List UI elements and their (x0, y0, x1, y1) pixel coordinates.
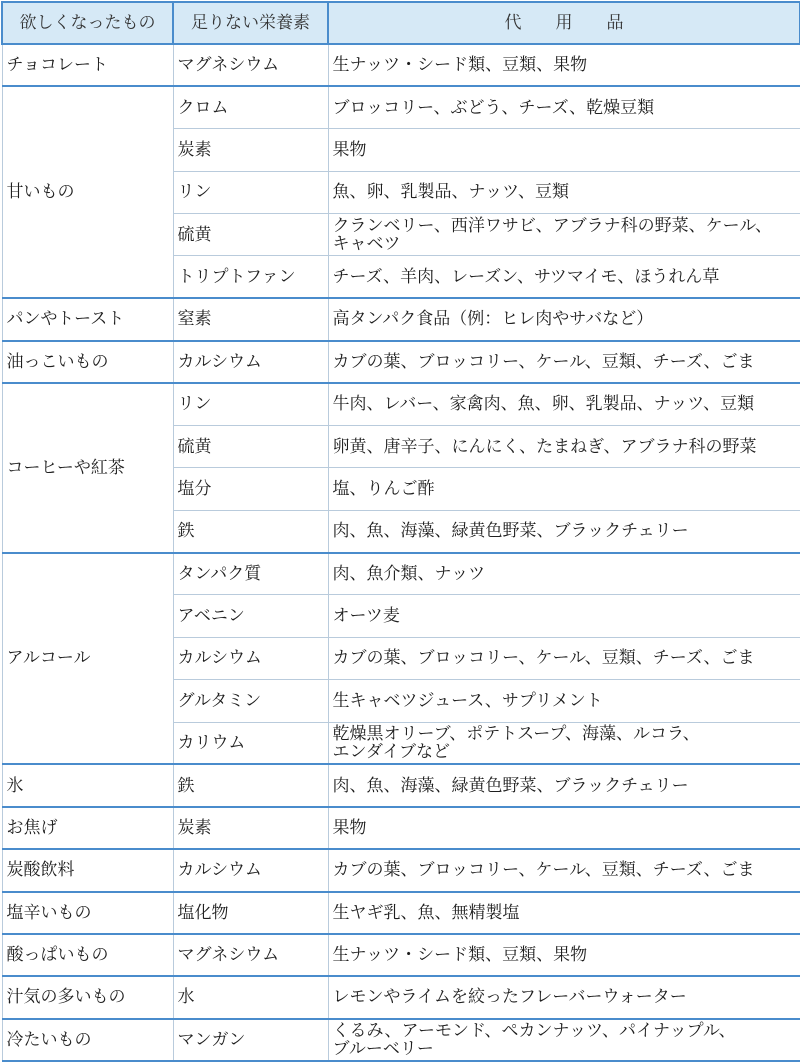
table-row (2, 553, 800, 595)
nutrient-cell: カリウム (173, 722, 328, 764)
craving-cell: 酸っぱいもの (2, 934, 173, 976)
table-row (2, 976, 800, 1018)
craving-cell: チョコレート (2, 44, 173, 86)
substitute-cell: カブの葉、ブロッコリー、ケール、豆類、チーズ、ごま (328, 637, 800, 679)
nutrient-cell: 窒素 (173, 298, 328, 340)
craving-cell: 汁気の多いもの (2, 976, 173, 1018)
table-body (2, 44, 800, 1061)
table-row (2, 1019, 800, 1061)
header-nutrient: 足りない栄養素 (173, 2, 328, 44)
nutrient-cell: タンパク質 (173, 553, 328, 595)
substitute-cell: カブの葉、ブロッコリー、ケール、豆類、チーズ、ごま (328, 341, 800, 383)
substitute-cell: 果物 (328, 129, 800, 171)
nutrient-cell: 塩分 (173, 468, 328, 510)
table-row (2, 298, 800, 340)
nutrient-cell: カルシウム (173, 849, 328, 891)
substitute-cell: チーズ、羊肉、レーズン、サツマイモ、ほうれん草 (328, 256, 800, 298)
craving-cell: 油っこいもの (2, 341, 173, 383)
table-row (2, 86, 800, 128)
nutrient-cell: リン (173, 171, 328, 213)
substitute-cell: 乾燥黒オリーブ、ポテトスープ、海藻、ルコラ、 エンダイブなど (328, 722, 800, 764)
table-row (2, 341, 800, 383)
table-row (2, 44, 800, 86)
substitute-cell: 果物 (328, 807, 800, 849)
substitute-cell: オーツ麦 (328, 595, 800, 637)
nutrient-cell: カルシウム (173, 637, 328, 679)
table-row (2, 849, 800, 891)
craving-cell: コーヒーや紅茶 (2, 383, 173, 553)
table-row (2, 764, 800, 806)
nutrition-substitute-table (1, 1, 800, 1062)
substitute-cell: くるみ、アーモンド、ペカンナッツ、パイナップル、 ブルーベリー (328, 1019, 800, 1061)
substitute-cell: 生キャベツジュース、サプリメント (328, 680, 800, 722)
nutrient-cell: 硫黄 (173, 425, 328, 467)
substitute-cell: 肉、魚介類、ナッツ (328, 553, 800, 595)
nutrient-cell: 炭素 (173, 129, 328, 171)
nutrient-cell: 硫黄 (173, 214, 328, 256)
craving-cell: パンやトースト (2, 298, 173, 340)
substitute-cell: 生ヤギ乳、魚、無精製塩 (328, 892, 800, 934)
header-substitute: 代 用 品 (328, 2, 800, 44)
substitute-cell: 魚、卵、乳製品、ナッツ、豆類 (328, 171, 800, 213)
craving-cell: 甘いもの (2, 86, 173, 298)
table-row (2, 807, 800, 849)
craving-cell: 冷たいもの (2, 1019, 173, 1061)
craving-cell: お焦げ (2, 807, 173, 849)
table-row (2, 383, 800, 425)
nutrient-cell: アベニン (173, 595, 328, 637)
header-row (2, 2, 800, 44)
craving-cell: 炭酸飲料 (2, 849, 173, 891)
substitute-cell: レモンやライムを絞ったフレーバーウォーター (328, 976, 800, 1018)
substitute-cell: 牛肉、レバー、家禽肉、魚、卵、乳製品、ナッツ、豆類 (328, 383, 800, 425)
nutrient-cell: マグネシウム (173, 934, 328, 976)
substitute-cell: 肉、魚、海藻、緑黄色野菜、ブラックチェリー (328, 764, 800, 806)
craving-cell: 氷 (2, 764, 173, 806)
nutrient-cell: マグネシウム (173, 44, 328, 86)
nutrient-cell: マンガン (173, 1019, 328, 1061)
substitute-cell: カブの葉、ブロッコリー、ケール、豆類、チーズ、ごま (328, 849, 800, 891)
nutrient-cell: トリプトファン (173, 256, 328, 298)
header-craving: 欲しくなったもの (2, 2, 173, 44)
nutrient-cell: カルシウム (173, 341, 328, 383)
substitute-cell: 塩、りんご酢 (328, 468, 800, 510)
nutrient-cell: 水 (173, 976, 328, 1018)
table-header (2, 2, 800, 44)
nutrient-cell: リン (173, 383, 328, 425)
substitute-cell: 肉、魚、海藻、緑黄色野菜、ブラックチェリー (328, 510, 800, 552)
nutrient-cell: 炭素 (173, 807, 328, 849)
substitute-cell: 生ナッツ・シード類、豆類、果物 (328, 44, 800, 86)
nutrient-cell: 塩化物 (173, 892, 328, 934)
substitute-cell: 高タンパク食品（例：ヒレ肉やサバなど） (328, 298, 800, 340)
substitute-cell: クランベリー、西洋ワサビ、アブラナ科の野菜、ケール、 キャベツ (328, 214, 800, 256)
substitute-cell: 生ナッツ・シード類、豆類、果物 (328, 934, 800, 976)
table-row (2, 934, 800, 976)
craving-cell: アルコール (2, 553, 173, 765)
nutrient-cell: グルタミン (173, 680, 328, 722)
nutrient-cell: クロム (173, 86, 328, 128)
substitute-cell: ブロッコリー、ぶどう、チーズ、乾燥豆類 (328, 86, 800, 128)
table-row (2, 892, 800, 934)
craving-cell: 塩辛いもの (2, 892, 173, 934)
nutrient-cell: 鉄 (173, 510, 328, 552)
nutrient-cell: 鉄 (173, 764, 328, 806)
substitute-cell: 卵黄、唐辛子、にんにく、たまねぎ、アブラナ科の野菜 (328, 425, 800, 467)
